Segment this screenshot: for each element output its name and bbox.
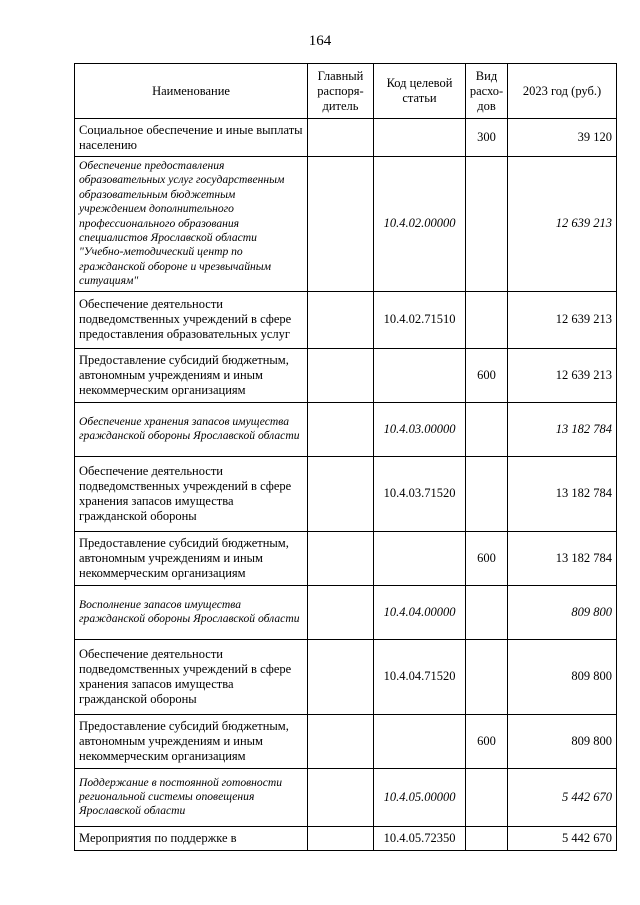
row-code-cell: 10.4.02.00000 [374, 157, 466, 292]
row-type-cell [466, 768, 508, 826]
row-code-cell: 10.4.04.00000 [374, 585, 466, 639]
row-code-cell [374, 119, 466, 157]
row-chief-cell [308, 348, 374, 402]
row-amount-cell: 5 442 670 [508, 768, 617, 826]
row-name-cell: Социальное обеспечение и иные выплаты населению [75, 119, 308, 157]
row-code-cell [374, 348, 466, 402]
row-type-cell [466, 639, 508, 714]
row-code-cell: 10.4.03.00000 [374, 402, 466, 456]
table-row [75, 157, 617, 292]
row-amount-cell: 13 182 784 [508, 402, 617, 456]
row-type-cell: 600 [466, 714, 508, 768]
row-amount-cell: 809 800 [508, 714, 617, 768]
row-code-cell: 10.4.02.71510 [374, 291, 466, 348]
row-type-cell [466, 157, 508, 292]
row-chief-cell [308, 826, 374, 850]
row-name-cell: Обеспечение деятельности подведомственных учреждений в сфере хранения запасов имущества гражданской обороны [75, 456, 308, 531]
row-chief-cell [308, 639, 374, 714]
table-row [75, 291, 617, 348]
row-amount-cell: 12 639 213 [508, 157, 617, 292]
row-code-cell: 10.4.05.00000 [374, 768, 466, 826]
row-name-cell: Предоставление субсидий бюджетным, автономным учреждениям и иным некоммерческим организациям [75, 531, 308, 585]
row-name-cell: Предоставление субсидий бюджетным, автономным учреждениям и иным некоммерческим организациям [75, 348, 308, 402]
table-row [75, 585, 617, 639]
row-amount-cell: 809 800 [508, 639, 617, 714]
row-name-cell: Восполнение запасов имущества гражданской обороны Ярославской области [75, 585, 308, 639]
table-row [75, 714, 617, 768]
table-header-row [75, 64, 617, 119]
table-row [75, 402, 617, 456]
header-type: Вид расхо-дов [466, 64, 508, 119]
table-row [75, 768, 617, 826]
row-type-cell [466, 585, 508, 639]
row-name-cell: Обеспечение хранения запасов имущества гражданской обороны Ярославской области [75, 402, 308, 456]
row-code-cell: 10.4.05.72350 [374, 826, 466, 850]
row-name-cell: Мероприятия по поддержке в [75, 826, 308, 850]
table-row [75, 531, 617, 585]
table-row [75, 639, 617, 714]
row-chief-cell [308, 157, 374, 292]
header-amount: 2023 год (руб.) [508, 64, 617, 119]
row-name-cell: Обеспечение предоставления образовательных услуг государственным образовательным бюджетным учреждением дополнительного профессионального образования специалистов Ярославской области "Учебно-методический центр по гражданской обороне и чрезвычайным ситуациям" [75, 157, 308, 292]
row-chief-cell [308, 456, 374, 531]
row-type-cell: 600 [466, 348, 508, 402]
row-amount-cell: 39 120 [508, 119, 617, 157]
row-code-cell: 10.4.04.71520 [374, 639, 466, 714]
row-name-cell: Обеспечение деятельности подведомственных учреждений в сфере предоставления образовательных услуг [75, 291, 308, 348]
row-amount-cell: 13 182 784 [508, 531, 617, 585]
row-chief-cell [308, 585, 374, 639]
budget-table [74, 63, 617, 851]
row-chief-cell [308, 291, 374, 348]
table-row [75, 826, 617, 850]
row-name-cell: Поддержание в постоянной готовности региональной системы оповещения Ярославской области [75, 768, 308, 826]
row-code-cell [374, 714, 466, 768]
row-name-cell: Обеспечение деятельности подведомственных учреждений в сфере хранения запасов имущества гражданской обороны [75, 639, 308, 714]
table-body [75, 119, 617, 851]
row-type-cell [466, 291, 508, 348]
row-code-cell [374, 531, 466, 585]
row-type-cell: 300 [466, 119, 508, 157]
row-type-cell: 600 [466, 531, 508, 585]
header-name: Наименование [75, 64, 308, 119]
table-row [75, 119, 617, 157]
row-chief-cell [308, 714, 374, 768]
table-row [75, 456, 617, 531]
row-code-cell: 10.4.03.71520 [374, 456, 466, 531]
header-chief: Главный распоря-дитель [308, 64, 374, 119]
row-amount-cell: 12 639 213 [508, 348, 617, 402]
row-chief-cell [308, 531, 374, 585]
table-row [75, 348, 617, 402]
row-amount-cell: 809 800 [508, 585, 617, 639]
row-amount-cell: 12 639 213 [508, 291, 617, 348]
row-name-cell: Предоставление субсидий бюджетным, автономным учреждениям и иным некоммерческим организациям [75, 714, 308, 768]
row-chief-cell [308, 402, 374, 456]
row-amount-cell: 5 442 670 [508, 826, 617, 850]
row-amount-cell: 13 182 784 [508, 456, 617, 531]
row-type-cell [466, 456, 508, 531]
row-chief-cell [308, 768, 374, 826]
row-chief-cell [308, 119, 374, 157]
header-code: Код целевой статьи [374, 64, 466, 119]
row-type-cell [466, 826, 508, 850]
page-number: 164 [308, 33, 332, 49]
row-type-cell [466, 402, 508, 456]
